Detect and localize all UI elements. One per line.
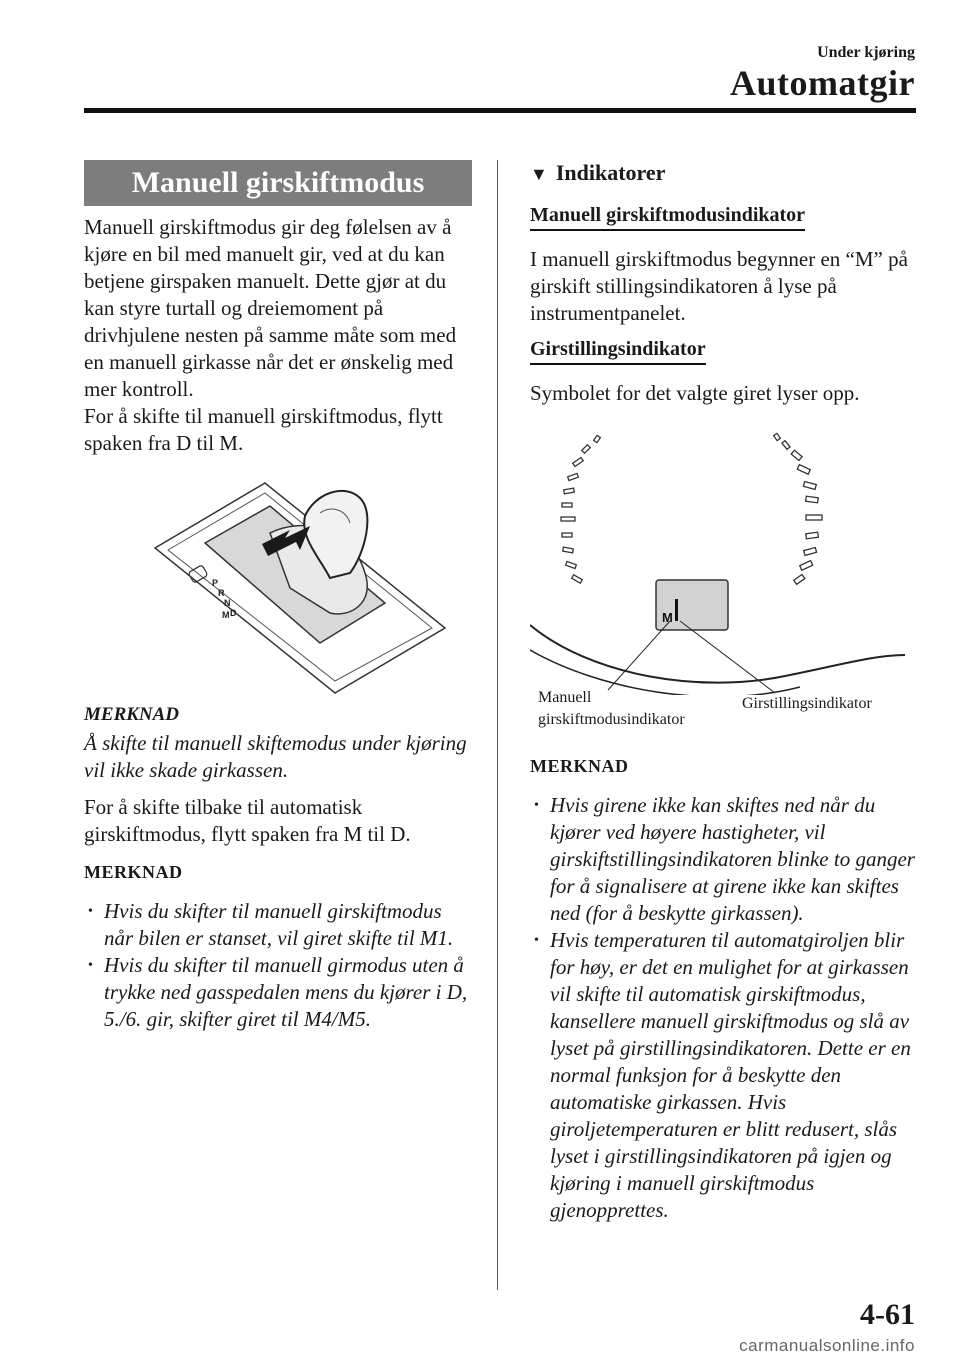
gate-m: M [222, 610, 230, 620]
header-rule [84, 108, 916, 113]
gate-r: R [218, 588, 225, 598]
gate-n: N [224, 598, 231, 608]
manual-mode-m-symbol: M [662, 610, 673, 625]
section-banner: Manuell girskiftmodus [84, 160, 472, 206]
sub2-paragraph: Symbolet for det valgte giret lyser opp. [530, 381, 860, 405]
instrument-cluster-illustration [530, 425, 910, 695]
note3-item: • Hvis girene ikke kan skiftes ned når du kjører ved høyere hastigheter, vil girskiftstillingsindikatoren blinke to ganger for å signalisere at girene ikke kan skiftes ned (for å beskytte girkassen). [530, 792, 915, 927]
note2-item: • Hvis du skifter til manuell girmodus uten å trykke ned gasspedalen mens du kjører i D, 5./6. gir, skifter giret til M4/M5. [84, 952, 476, 1033]
sub1-paragraph: I manuell girskiftmodus begynner en “M” på girskift stillingsindikatoren å lyse på instrumentpanelet. [530, 247, 908, 325]
note2-list [84, 898, 476, 1033]
note2-item: • Hvis du skifter til manuell girskiftmodus når bilen er stanset, vil giret skifte til M1. [84, 898, 476, 952]
instruction-paragraph: For å skifte til manuell girskiftmodus, flytt spaken fra D til M. [84, 404, 443, 455]
indicators-heading-text: Indikatorer [555, 160, 666, 185]
sub2-heading-wrap [530, 338, 706, 365]
note2-heading: MERKNAD [84, 862, 183, 882]
sub1-heading-wrap [530, 204, 805, 231]
gear-position-symbol [675, 599, 678, 621]
watermark: carmanualsonline.info [739, 1336, 915, 1355]
figure-label-gear: Girstillingsindikator [742, 695, 872, 712]
page-number: 4-61 [860, 1298, 915, 1331]
chapter-subtitle: Under kjøring [817, 44, 915, 61]
indicators-heading [530, 160, 665, 186]
figure-label-manual-2: girskiftmodusindikator [538, 711, 685, 728]
gate-p: P [212, 578, 219, 588]
gate-d: D [230, 608, 237, 618]
intro-paragraph: Manuell girskiftmodus gir deg følelsen av å kjøre en bil med manuelt gir, ved at du kan betjene girspaken manuelt. Dette gjør at du kan styre turtall og dreiemoment på drivhjulene nesten på samme måte som med en manuell girkasse når det er ønskelig med mer kontroll. [84, 215, 457, 401]
note1-heading: MERKNAD [84, 704, 180, 725]
return-paragraph: For å skifte tilbake til automatisk girskiftmodus, flytt spaken fra M til D. [84, 795, 411, 846]
note3-item: • Hvis temperaturen til automatgiroljen blir for høy, er det en mulighet for at girkassen vil skifte til automatisk girskiftmodus, kansellere manuell girskiftmodus og slå av lyset på girstillingsindikatoren. Dette er en normal funksjon for å beskytte den automatiske girkassen. Hvis giroljetemperaturen er blitt redusert, slås lyset i girstillingsindikatoren på igjen og kjøring i manuell girskiftmodus gjenopprettes. [530, 927, 915, 1224]
note3-list [530, 792, 915, 1224]
note3-heading: MERKNAD [530, 756, 629, 776]
sub2-heading: Girstillingsindikator [530, 338, 706, 365]
leader-line-manual [608, 621, 670, 690]
shift-lever-illustration [150, 478, 450, 696]
sub1-heading: Manuell girskiftmodusindikator [530, 204, 805, 231]
chapter-title: Automatgir [730, 63, 915, 103]
note1-text: Å skifte til manuell skiftemodus under kjøring vil ikke skade girkassen. [84, 731, 467, 782]
column-divider [497, 160, 498, 1290]
figure-label-manual: Manuell [538, 689, 592, 706]
triangle-marker-icon: ▼ [530, 164, 548, 184]
